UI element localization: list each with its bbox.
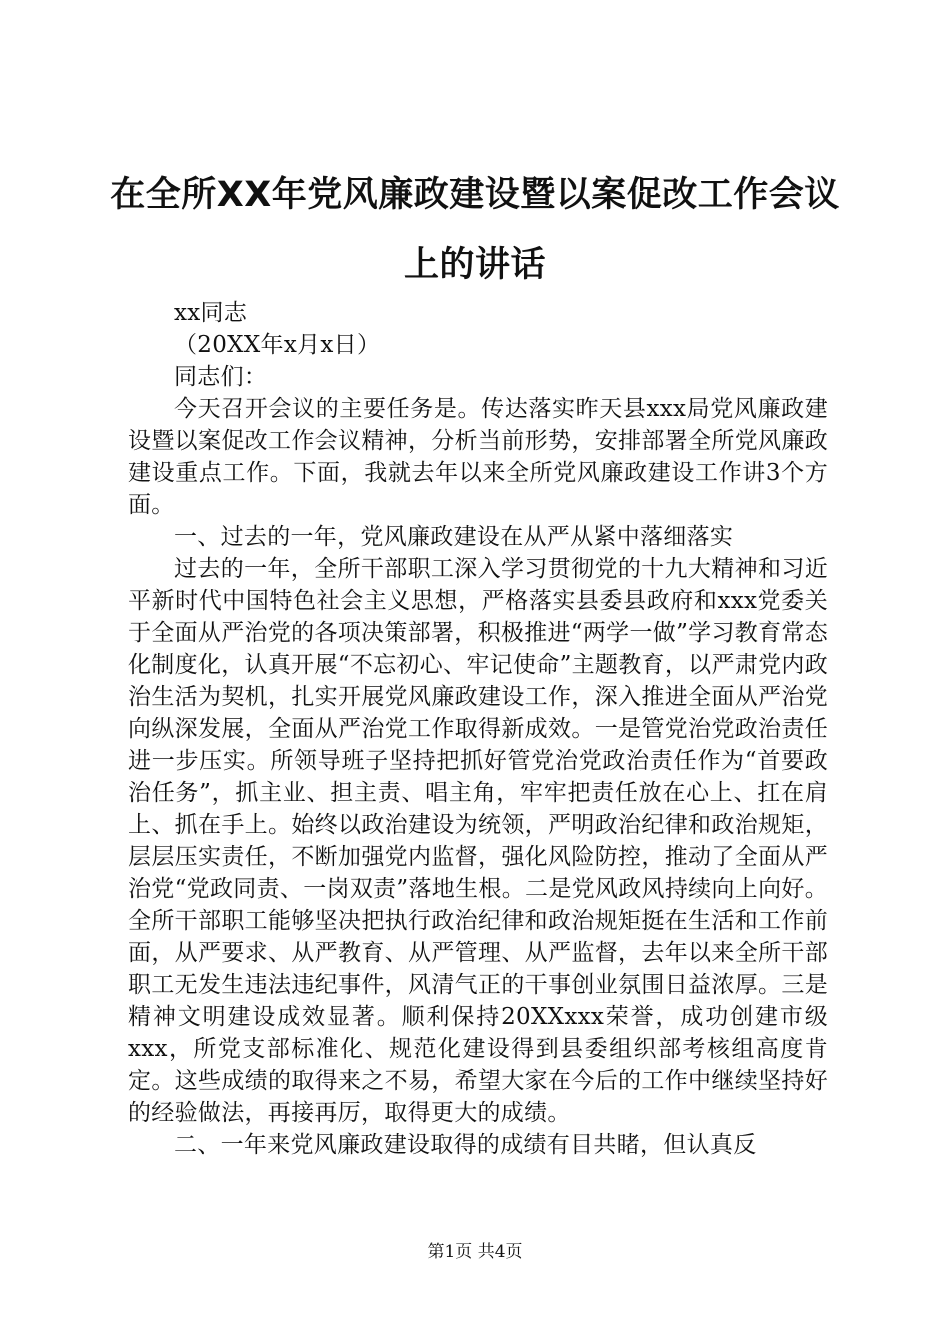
document-body <box>128 297 828 1161</box>
document-title: 在全所XX年党风廉政建设暨以案促改工作会议上的讲话 <box>110 175 840 285</box>
section-heading: 二、一年来党风廉政建设取得的成绩有目共睹，但认真反 <box>174 1132 757 1158</box>
salutation: 同志们： <box>174 364 268 390</box>
paragraph: 过去的一年，全所干部职工深入学习贯彻党的十九大精神和习近平新时代中国特色社会主义思想，严格落实县委县政府和xxx党委关于全面从严治党的各项决策部署，积极推进“两学一做”学习教育常态化制度化，认真开展“不忘初心、牢记使命”主题教育，以严肃党内政治生活为契机，扎实开展党风廉政建设工作，深入推进全面从严治党向纵深发展，全面从严治党工作取得新成效。一是管党治党政治责任进一步压实。所领导班子坚持把抓好管党治党政治责任作为“首要政治任务”，抓主业、担主责、唱主角，牢牢把责任放在心上、扛在肩上、抓在手上。始终以政治建设为统领，严明政治纪律和政治规矩，层层压实责任，不断加强党内监督，强化风险防控，推动了全面从严治党“党政同责、一岗双责”落地生根。二是党风政风持续向上向好。全所干部职工能够坚决把执行政治纪律和政治规矩挺在生活和工作前面，从严要求、从严教育、从严管理、从严监督，去年以来全所干部职工无发生违法违纪事件，风清气正的干事创业氛围日益浓厚。三是精神文明建设成效显著。顺利保持20XXxxx荣誉，成功创建市级xxx，所党支部标准化、规范化建设得到县委组织部考核组高度肯定。这些成绩的取得来之不易，希望大家在今后的工作中继续坚持好的经验做法，再接再厉，取得更大的成绩。 <box>128 556 828 1126</box>
author-line: xx同志 <box>174 300 248 326</box>
page-footer: 第1页 共4页 <box>427 1242 523 1262</box>
date-line: （20XX年x月x日） <box>174 332 381 358</box>
section-heading: 一、过去的一年，党风廉政建设在从严从紧中落细落实 <box>174 524 734 550</box>
paragraph: 今天召开会议的主要任务是。传达落实昨天县xxx局党风廉政建设暨以案促改工作会议精神，分析当前形势，安排部署全所党风廉政建设重点工作。下面，我就去年以来全所党风廉政建设工作讲3个方面。 <box>128 396 828 518</box>
